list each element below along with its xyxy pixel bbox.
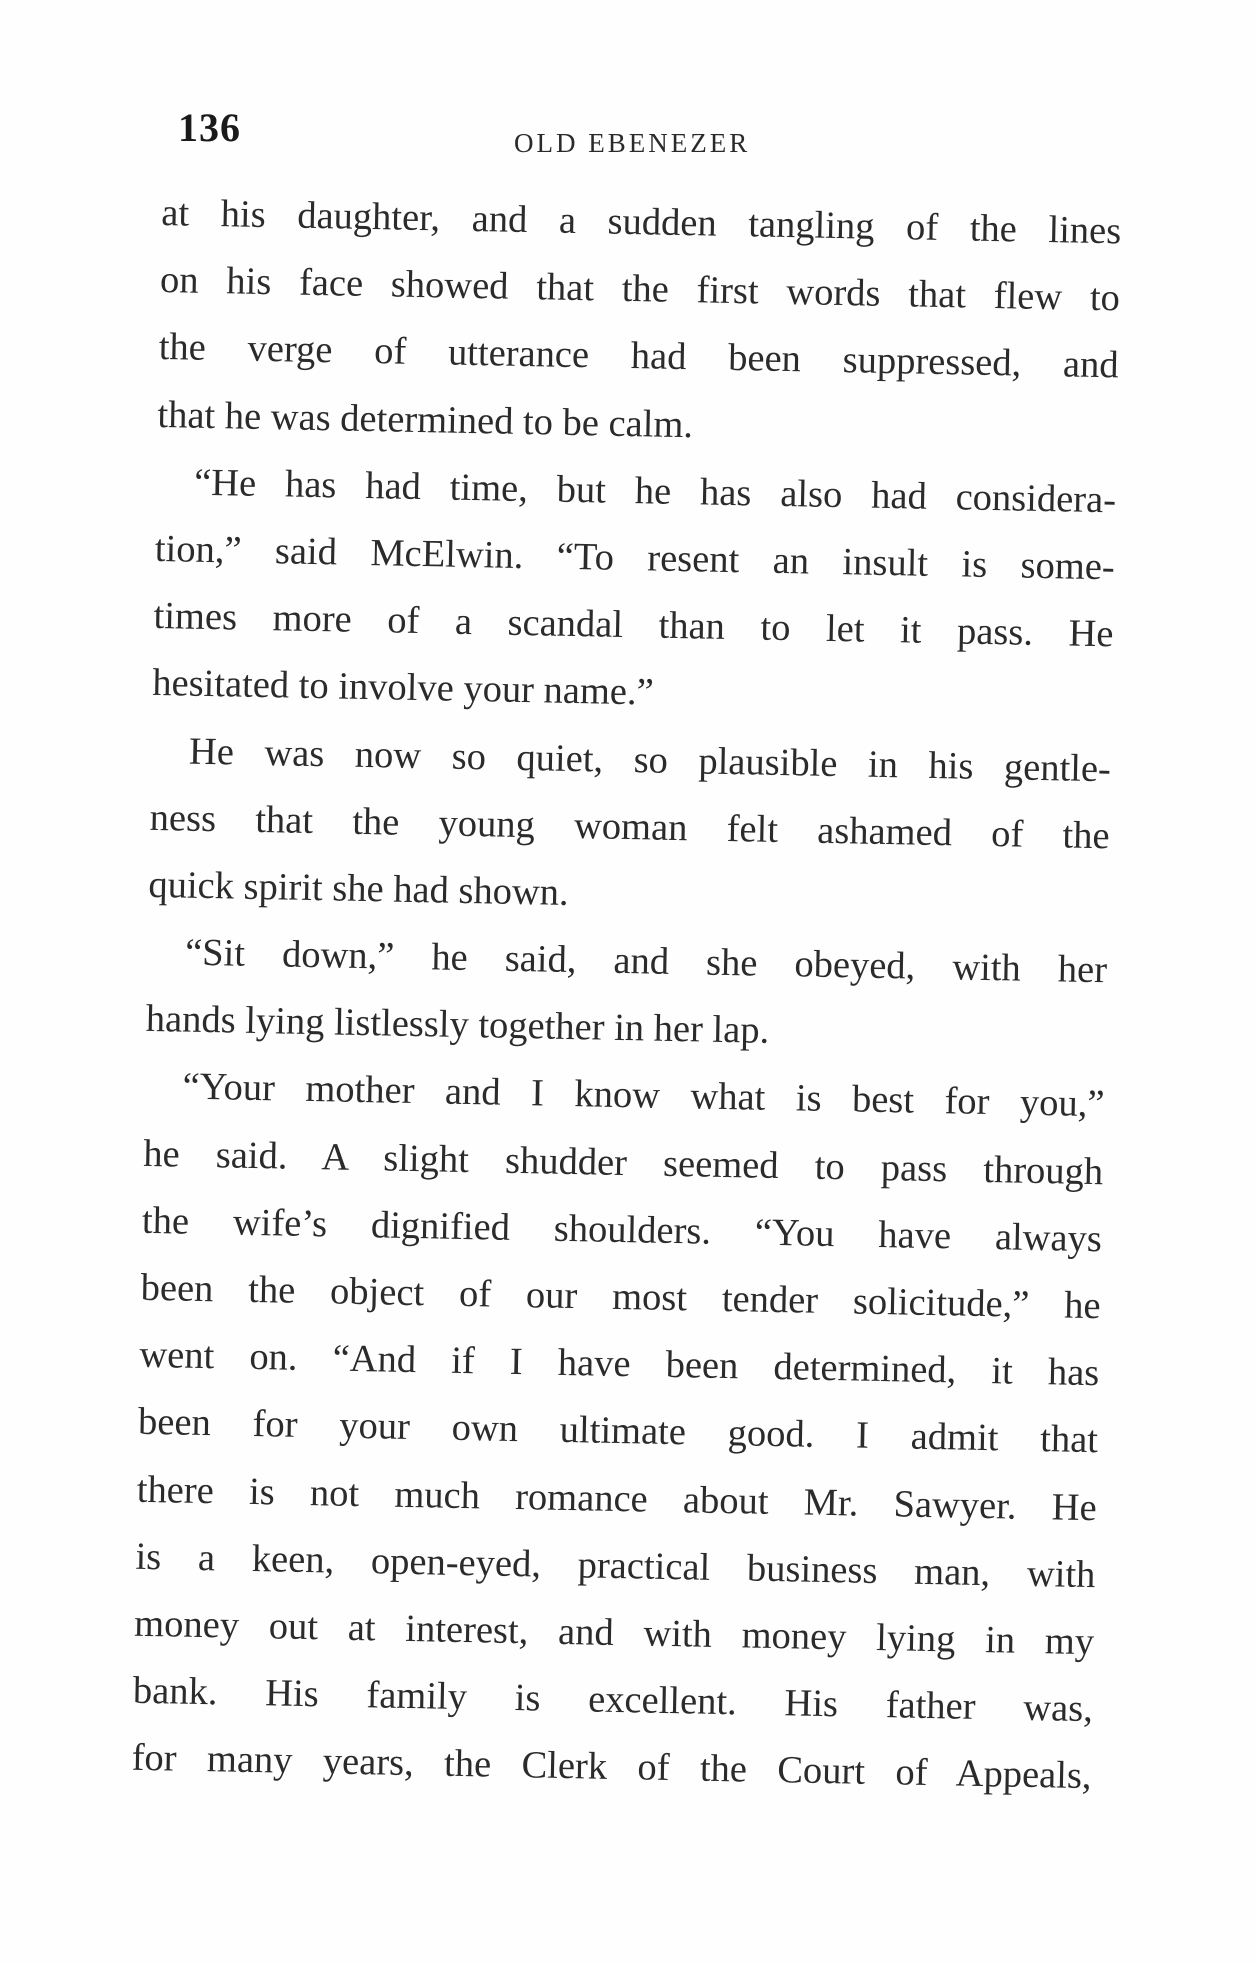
- text-line: on his face showed that the first words that flew to: [159, 259, 1121, 320]
- text-line: hesitated to involve your name.”: [151, 662, 655, 714]
- text-line: there is not much romance about Mr. Sawyer. He: [136, 1468, 1098, 1529]
- text-line: the verge of utterance had been suppressed, and: [158, 326, 1120, 387]
- text-line: times more of a scandal than to let it pass. He: [153, 595, 1114, 656]
- text-line: that he was determined to be calm.: [157, 393, 694, 446]
- text-line: “Your mother and I know what is best for you,”: [182, 1066, 1105, 1126]
- text-line: is a keen, open-eyed, practical business man, with: [135, 1535, 1096, 1596]
- text-line: money out at interest, and with money lying in my: [133, 1602, 1095, 1664]
- text-line: “He has had time, but he has also had considera-: [193, 461, 1117, 522]
- text-line: quick spirit she had shown.: [148, 863, 570, 914]
- text-line: he said. A slight shudder seemed to pass through: [142, 1132, 1104, 1193]
- text-line: hands lying listlessly together in her lap.: [145, 998, 770, 1053]
- page-number: 136: [178, 105, 241, 150]
- text-line: “Sit down,” he said, and she obeyed, with her: [184, 931, 1108, 992]
- text-line: been for your own ultimate good. I admit that: [137, 1401, 1099, 1462]
- text-line: ness that the young woman felt ashamed of the: [149, 796, 1110, 857]
- text-line: tion,” said McElwin. “To resent an insult is some-: [154, 527, 1116, 589]
- body-text: [131, 180, 1122, 1811]
- text-line: went on. “And if I have been determined, it has: [139, 1333, 1100, 1395]
- text-line: bank. His family is excellent. His father was,: [132, 1669, 1094, 1731]
- running-title: OLD EBENEZER: [514, 128, 751, 158]
- text-line: at his daughter, and a sudden tangling of the lines: [160, 191, 1122, 253]
- text-line: been the object of our most tender solicitude,” he: [140, 1266, 1101, 1328]
- text-line: He was now so quiet, so plausible in his gentle-: [188, 730, 1112, 790]
- text-line: for many years, the Clerk of the Court of Appeals,: [131, 1737, 1092, 1798]
- text-line: the wife’s dignified shoulders. “You have always: [141, 1199, 1103, 1261]
